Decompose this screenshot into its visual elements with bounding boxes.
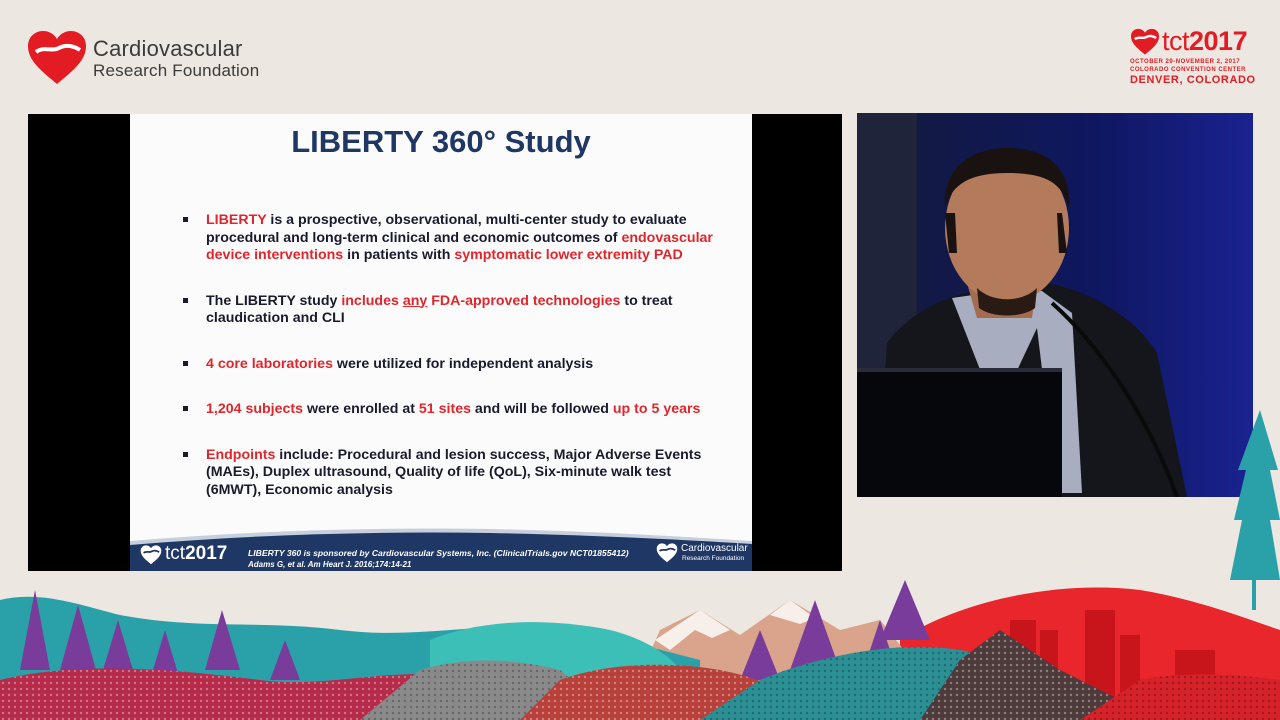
bullet-text-segment: is a prospective, observational, multi-center study to evaluate procedural and long-term clinical and economic outcomes of (206, 212, 687, 246)
crf-logo (26, 30, 286, 90)
footer-crf-line2: Research Foundation (682, 555, 745, 562)
bullet-text-segment: Endpoints (206, 446, 276, 463)
crf-logo-line1: Cardiovascular (93, 36, 243, 61)
bullet-square-icon (183, 298, 188, 303)
footer-tct-year: 2017 (185, 543, 228, 564)
bullet-text-segment: in patients with (343, 247, 455, 263)
tct-dates: OCTOBER 29-NOVEMBER 2, 2017 (1130, 59, 1241, 65)
tct-city: DENVER, COLORADO (1130, 74, 1256, 86)
bullet-square-icon (183, 406, 188, 411)
bullet-text-segment: 51 sites (418, 401, 471, 417)
bullet-text-segment: include: Procedural and lesion success, Major Adverse Events (MAEs), Duplex ultrasound, Quality of life (QoL), Six-minute walk test (6MWT), Economic analysis (206, 446, 702, 498)
tct-venue: COLORADO CONVENTION CENTER (1130, 67, 1247, 73)
footer-tct-prefix: tct (165, 543, 186, 564)
presentation-slide (130, 114, 752, 571)
bullet-text-segment: includes (341, 292, 403, 309)
tct-logo (1128, 26, 1260, 88)
bullet-text-segment: were enrolled at (303, 401, 419, 417)
slide-title: LIBERTY 360° Study (291, 124, 591, 159)
bullet-text-segment: to treat claudication and CLI (206, 292, 673, 326)
bullet-square-icon (183, 217, 188, 222)
tct-name-prefix: tct (1162, 26, 1190, 56)
bullet-text-segment: symptomatic lower extremity PAD (454, 247, 683, 263)
slide-bullet (180, 212, 725, 265)
bullet-square-icon (183, 361, 188, 366)
mountain-landscape-art (0, 560, 1280, 720)
speaker-image (857, 113, 1253, 497)
slide-bullet (180, 447, 725, 500)
bullet-text-segment: up to 5 years (612, 401, 701, 417)
footer-crf-line1: Cardiovascular (681, 543, 748, 554)
footer-reference: Adams G, et al. Am Heart J. 2016;174:14-21 (248, 560, 412, 569)
slide-bullet-list (180, 212, 725, 527)
tct-logo-name (1162, 26, 1247, 57)
bullet-text-segment: 1,204 subjects (206, 401, 304, 417)
bullet-text-segment: LIBERTY (206, 212, 267, 228)
bullet-text-segment: FDA-approved technologies (427, 292, 621, 309)
slide-bullet (180, 356, 725, 374)
bullet-text-segment: and will be followed (470, 401, 613, 417)
tct-name-year: 2017 (1189, 26, 1248, 56)
slide-bullet (180, 293, 725, 328)
footer-sponsor-note: LIBERTY 360 is sponsored by Cardiovascular Systems, Inc. (ClinicalTrials.gov NCT01855412) (248, 548, 629, 558)
bullet-text-segment: were utilized for independent analysis (332, 355, 594, 372)
slide-bullet (180, 401, 725, 419)
crf-logo-line2: Research Foundation (93, 61, 260, 80)
slide-panel (28, 114, 842, 571)
speaker-video-feed (857, 113, 1253, 497)
heart-logo-icon (26, 30, 88, 86)
heart-logo-icon (1130, 28, 1160, 56)
tree-decoration (1226, 410, 1280, 610)
bullet-text-segment: endovascular device interventions (206, 229, 713, 263)
bullet-text-segment: 4 core laboratories (206, 355, 333, 372)
bullet-square-icon (183, 452, 188, 457)
bullet-text-segment: any (402, 292, 428, 309)
bullet-text-segment: The LIBERTY study (206, 292, 342, 309)
